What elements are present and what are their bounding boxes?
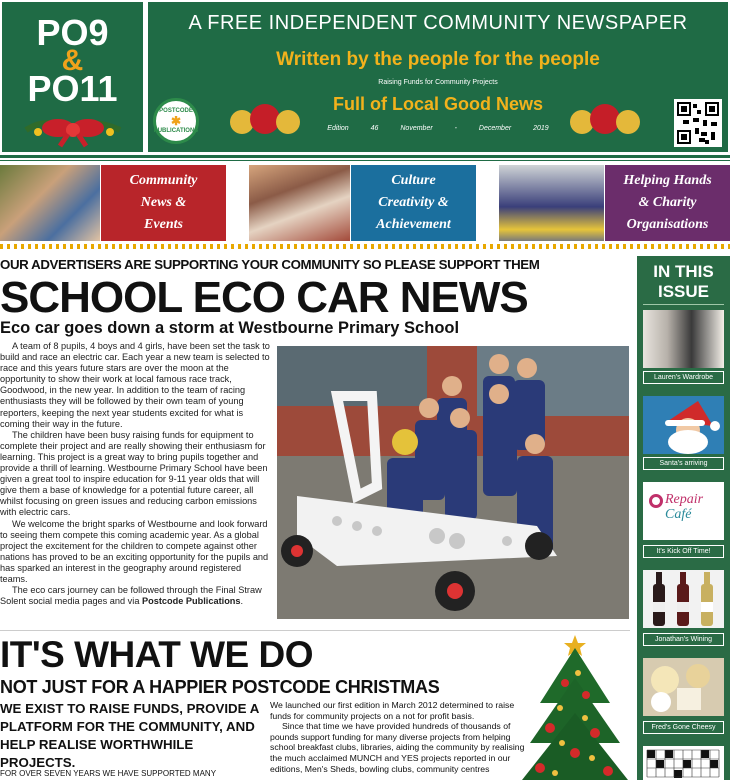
logo-po9: PO9 (36, 12, 109, 53)
badge-star-icon: ✱ (170, 114, 182, 128)
section-label (351, 165, 476, 241)
section-navigation (0, 165, 730, 243)
launched-paragraph: Since that time we have provided hundreds of thousands of pounds support funding for many diverse projects from helping school breakfast clubs, libraries, aiding the community by realising the much acclaimed MUNCH and YES projects reported in our editions, Men's Sheds, bowling clubs, community centres (270, 721, 525, 774)
section-community-news[interactable] (0, 165, 226, 241)
gear-icon (649, 494, 663, 508)
cheese-thumbnail[interactable] (643, 658, 724, 716)
po9-po11-logo (2, 2, 143, 152)
culture-photo (249, 165, 350, 241)
santa-icon (643, 396, 724, 454)
sidebar-caption[interactable]: It's Kick Off Time! (643, 545, 724, 558)
story-paragraph: A team of 8 pupils, 4 boys and 4 girls, have been set the task to build and race an electric car. Each year a new team is selected to race and this years future stars are over the moon at the opportunity to show their work at local famous race track, Goodwood, in the new year. In addition to the team of racing enthusiasts they will be followed by their own team of young reporters, keeping the next year students excited for what is coming their way in the future. (0, 341, 270, 429)
label-line: Achievement (376, 217, 451, 232)
launched-paragraph: We launched our first edition in March 2012 determined to raise funds for community projects on a not for profit basis. (270, 700, 515, 721)
for-over-line: FOR OVER SEVEN YEARS WE HAVE SUPPORTED MANY (0, 769, 217, 778)
charity-photo (499, 165, 604, 241)
masthead-rule-thin (0, 160, 730, 161)
badge-bottom-text: PUBLICATIONS (153, 128, 199, 134)
advertisers-banner: OUR ADVERTISERS ARE SUPPORTING YOUR COMMUNITY SO PLEASE SUPPORT THEM (0, 257, 540, 272)
story-body (0, 341, 270, 607)
repair-cafe-thumbnail[interactable] (643, 482, 724, 540)
label-line: News & (140, 195, 187, 210)
story-headline: SCHOOL ECO CAR NEWS (0, 273, 528, 322)
what-we-do-subhead: NOT JUST FOR A HAPPIER POSTCODE CHRISTMAS (0, 677, 440, 697)
masthead-banner (148, 2, 728, 152)
sidebar-caption[interactable]: Jonathan's Wining (643, 633, 724, 646)
community-photo (0, 165, 100, 241)
repair-cafe-line: Café (665, 507, 692, 522)
issue-date: November - December 2019 (400, 125, 549, 132)
label-line: Events (144, 217, 183, 232)
dotted-divider (0, 244, 730, 249)
sidebar-caption[interactable]: Santa's arriving (643, 457, 724, 470)
sidebar-caption[interactable]: Lauren's Wardrobe (643, 371, 724, 384)
masthead (0, 0, 730, 156)
eco-car-photo (277, 346, 629, 619)
wine-bottles-icon (643, 570, 724, 628)
good-news-line: Full of Local Good News (332, 94, 543, 114)
story-paragraph: The children have been busy raising funds for equipment to complete their project and are really showing their enthusiasm for learning. This project is a great way to bring pupils together and provide a thrill of learning. Westbourne Primary School have been given a great tool to inspire education for 9-11 year olds that will give them a base of knowledge for a potential future career, all whilst focusing on green issues and reducing carbon emissions with electric cars. (0, 429, 268, 518)
section-label (605, 165, 730, 241)
mission-statement: WE EXIST TO RAISE FUNDS, PROVIDE A PLATFORM FOR THE COMMUNITY, AND HELP REALISE WORTHWHILE PROJECTS. (0, 701, 259, 770)
crossword-thumbnail[interactable] (643, 746, 724, 780)
label-line: & Charity (638, 195, 697, 210)
qr-code-icon[interactable] (674, 99, 722, 147)
what-we-do-headline: IT'S WHAT WE DO (0, 634, 314, 675)
section-label (101, 165, 226, 241)
lauren-wardrobe-thumbnail[interactable] (643, 310, 724, 368)
label-line: Creativity & (378, 195, 449, 210)
sidebar-divider (643, 304, 724, 305)
newspaper-title: A FREE INDEPENDENT COMMUNITY NEWSPAPER (188, 12, 688, 34)
repair-cafe-line: Repair (665, 492, 704, 507)
christmas-tree-icon (520, 633, 630, 780)
postcode-publications-badge (153, 98, 199, 144)
section-culture[interactable] (249, 165, 476, 241)
story-subhead: Eco car goes down a storm at Westbourne Primary School (0, 319, 460, 337)
in-this-issue-sidebar (637, 256, 730, 780)
tagline: Written by the people for the people (276, 49, 600, 70)
raising-funds-line: Raising Funds for Community Projects (378, 79, 498, 86)
heading-line: IN THIS (653, 262, 714, 281)
story-paragraph: We welcome the bright sparks of Westbourne and look forward to seeing them compete this coming academic year. As a global project the excitement for the children to compete against other nations has proved to be an exciting opportunity for the pupils and has sparked an interest in the geography around registered teams. (0, 518, 269, 584)
label-line: Community (129, 173, 198, 188)
masthead-rule (0, 155, 730, 158)
logo-ampersand: & (61, 44, 84, 77)
wine-bottles-thumbnail[interactable] (643, 570, 724, 628)
heading-line: ISSUE (657, 282, 710, 301)
postcode-publications-link[interactable]: Postcode Publications (142, 596, 241, 607)
edition-number: Edition 46 (327, 125, 379, 132)
story-paragraph (0, 585, 270, 607)
badge-top-text: POSTCODE (159, 108, 193, 114)
label-line: Culture (391, 173, 436, 188)
cheese-icon (643, 658, 724, 716)
christmas-bow-icon (18, 108, 128, 148)
repair-cafe-logo (665, 492, 703, 522)
eco-car-illustration (277, 346, 629, 619)
logo-po11: PO11 (27, 68, 118, 109)
sidebar-caption[interactable]: Fred's Gone Cheesy (643, 721, 724, 734)
text-run: The eco cars journey can be followed through the Final Straw Solent social media pages and via (0, 585, 262, 607)
label-line: Helping Hands (623, 173, 712, 188)
label-line: Organisations (626, 217, 709, 232)
santa-thumbnail[interactable] (643, 396, 724, 454)
launched-body (270, 700, 530, 774)
section-helping-hands[interactable] (499, 165, 730, 241)
crossword-icon (643, 746, 724, 780)
in-this-issue-heading (637, 262, 730, 302)
section-divider (0, 630, 630, 631)
text-run: . (240, 596, 244, 607)
